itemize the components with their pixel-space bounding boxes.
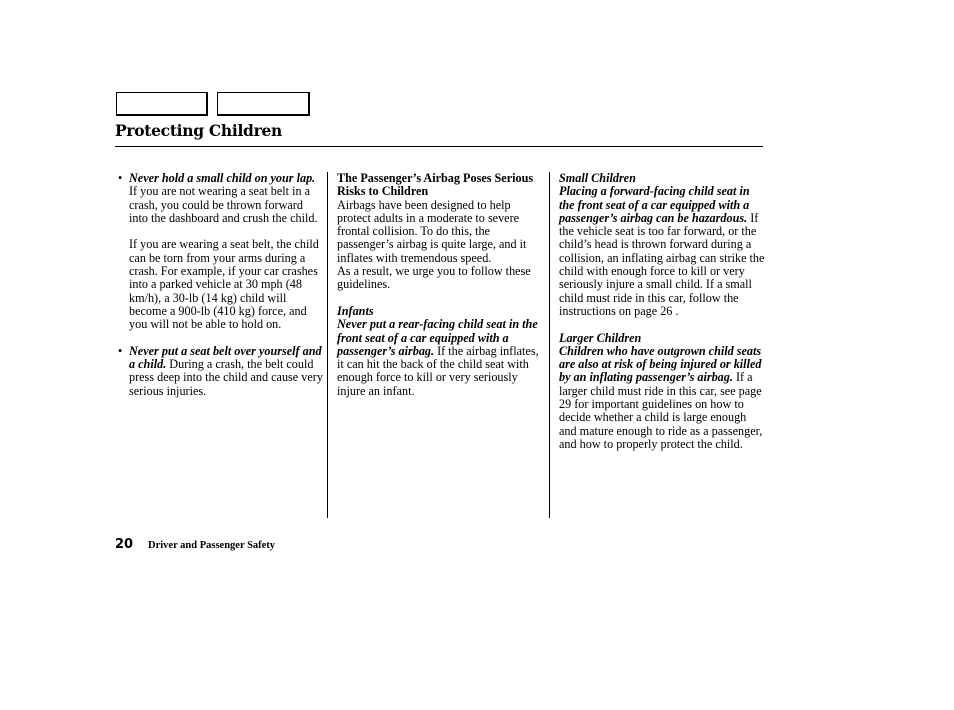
header-tab-box-1 (116, 92, 208, 116)
infants-paragraph (337, 318, 543, 398)
warning-text: If a larger child must ride in this car, see page 29 for important guidelines on how to decide whether a child is large enough and mature enough to ride as a passenger, and how to properly protect the child. (559, 370, 763, 451)
bullet-lap-paragraph-2: If you are wearing a seat belt, the child can be torn from your arms during a crash. For example, if your car crashes into a parked vehicle at 30 mph (48 km/h), a 30-lb (14 kg) child will become a 900-lb (410 kg) force, and you will not be able to hold on. (129, 237, 319, 332)
section-heading-airbag: The Passenger’s Airbag Poses Serious Risks to Children (337, 171, 534, 199)
infants-heading: Infants (337, 303, 374, 318)
column-divider-1 (327, 172, 328, 518)
column-3 (559, 172, 765, 451)
small-children-heading: Small Children (559, 171, 636, 185)
warning-text: If the vehicle seat is too far forward, or the child’s head is thrown forward during a collision, an inflating airbag can strike the child with enough force to kill or very seriously injure a small child. If a small child must ride in this car, follow the instructions on page 26 . (559, 210, 765, 318)
column-divider-2 (549, 172, 550, 518)
warning-lead: Never hold a small child on your lap. (129, 171, 316, 185)
warning-text: During a crash, the belt could press deep into the child and cause very serious injuries. (129, 357, 323, 398)
warning-lead: Never put a rear-facing child seat in the front seat of a car equipped with a passenger’s airbag. (337, 317, 538, 358)
warning-lead: Never put a seat belt over yourself and a child. (129, 343, 322, 372)
bullet-item-seat-belt (118, 345, 323, 398)
page-number: 20 (115, 537, 134, 552)
column-2 (337, 172, 543, 398)
warning-text: If you are not wearing a seat belt in a crash, you could be thrown forward into the dashboard and crush the child. (129, 184, 318, 225)
small-children-paragraph (559, 185, 765, 318)
larger-children-paragraph (559, 345, 765, 451)
page-title: Protecting Children (115, 121, 282, 140)
warning-lead: Placing a forward-facing child seat in the front seat of a car equipped with a passenger’s airbag can be hazardous. (559, 184, 750, 225)
bullet-item-lap (118, 172, 323, 332)
airbag-paragraph-2: As a result, we urge you to follow these guidelines. (337, 264, 531, 292)
bullet-marker: • (118, 171, 123, 185)
bullet-marker: • (118, 343, 123, 358)
column-1 (118, 172, 323, 398)
warning-lead: Children who have outgrown child seats are also at risk of being injured or killed by an inflating passenger’s airbag. (559, 343, 762, 385)
header-tab-box-2 (217, 92, 310, 116)
title-divider (115, 146, 763, 147)
section-footer: Driver and Passenger Safety (148, 540, 276, 551)
bullet-belt-paragraph (129, 345, 323, 398)
bullet-lap-paragraph (129, 172, 323, 225)
larger-children-heading: Larger Children (559, 330, 642, 345)
airbag-paragraph-1: Airbags have been designed to help protect adults in a moderate to severe frontal collision. To do this, the passenger’s airbag is quite large, and it inflates with tremendous speed. (337, 197, 527, 265)
warning-text: If the airbag inflates, it can hit the back of the child seat with enough force to kill or very seriously injure an infant. (337, 343, 539, 398)
